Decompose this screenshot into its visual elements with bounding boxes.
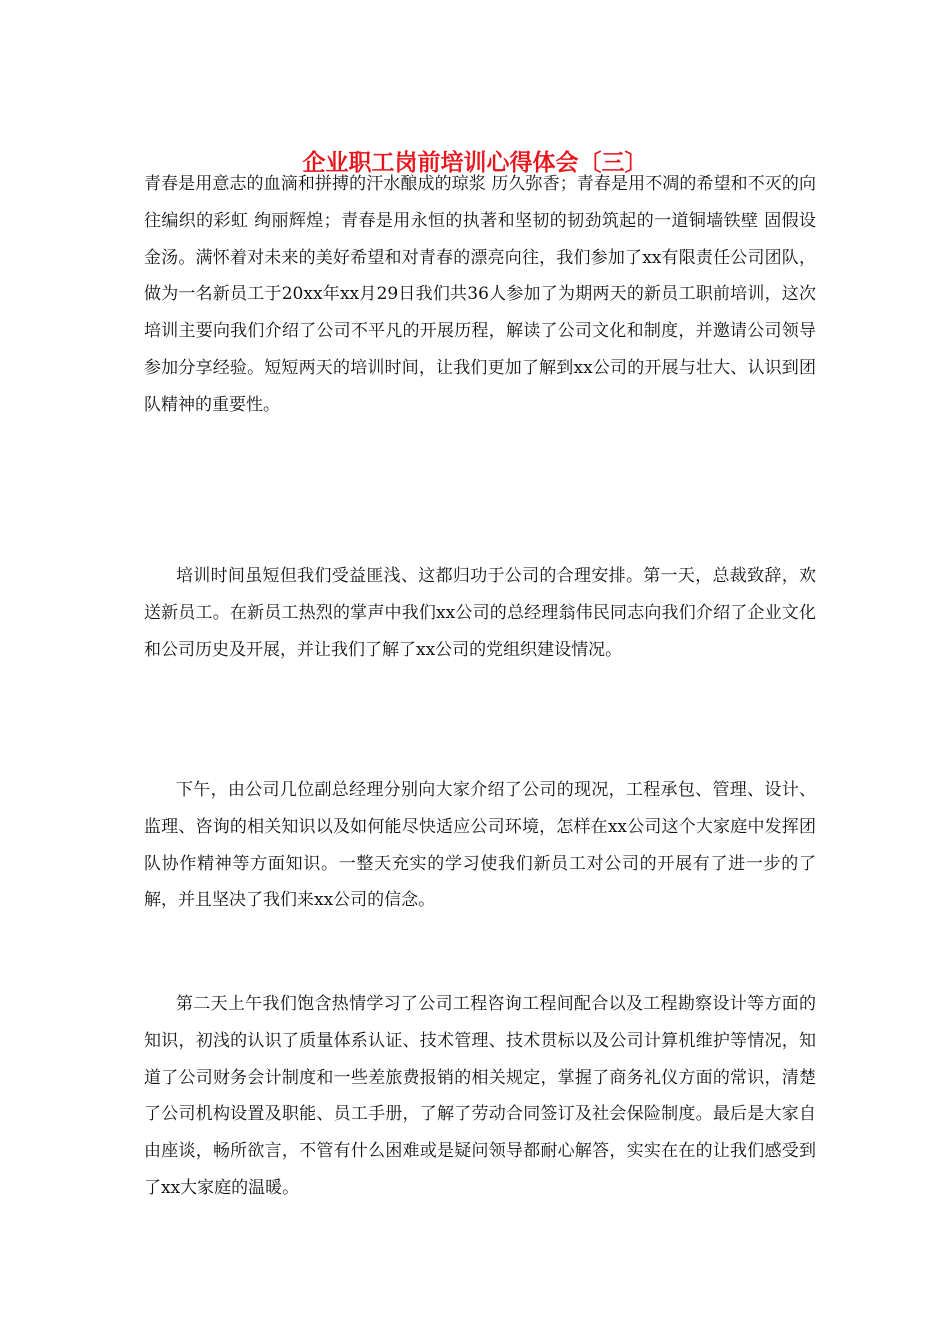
paragraph-day-one: 培训时间虽短但我们受益匪浅、这都归功于公司的合理安排。第一天，总裁致辞，欢送新员工。在新员工热烈的掌声中我们xx公司的总经理翁伟民同志向我们介绍了企业文化和公司历史及开展，并让我们了解了xx公司的党组织建设情况。 xyxy=(144,566,816,660)
paragraph-intro: 青春是用意志的血滴和拼搏的汗水酿成的琼浆 历久弥香；青春是用不凋的希望和不灭的向往编织的彩虹 绚丽辉煌；青春是用永恒的执著和坚韧的韧劲筑起的一道铜墙铁壁 固假设金汤。满怀着对未来的美好希望和对青春的漂亮向往，我们参加了xx有限责任公司团队，做为一名新员工于20xx年xx月29日我们共36人参加了为期两天的新员工职前培训，这次培训主要向我们介绍了公司不平凡的开展历程，解读了公司文化和制度，并邀请公司领导参加分享经验。短短两天的培训时间，让我们更加了解到xx公司的开展与壮大、认识到团队精神的重要性。 xyxy=(144,174,816,415)
paragraph-day-two: 第二天上午我们饱含热情学习了公司工程咨询工程间配合以及工程勘察设计等方面的知识，初浅的认识了质量体系认证、技术管理、技术贯标以及公司计算机维护等情况，知道了公司财务会计制度和一些差旅费报销的相关规定，掌握了商务礼仪方面的常识，清楚了公司机构设置及职能、员工手册，了解了劳动合同签订及社会保险制度。最后是大家自由座谈，畅所欲言，不管有什么困难或是疑问领导都耐心解答，实实在在的让我们感受到了xx大家庭的温暖。 xyxy=(144,994,816,1198)
paragraph-afternoon: 下午，由公司几位副总经理分别向大家介绍了公司的现况，工程承包、管理、设计、监理、咨询的相关知识以及如何能尽快适应公司环境，怎样在xx公司这个大家庭中发挥团队协作精神等方面知识。一整天充实的学习使我们新员工对公司的开展有了进一步的了解，并且坚决了我们来xx公司的信念。 xyxy=(144,780,816,911)
document-title: 企业职工岗前培训心得体会〔三〕 xyxy=(302,149,648,176)
